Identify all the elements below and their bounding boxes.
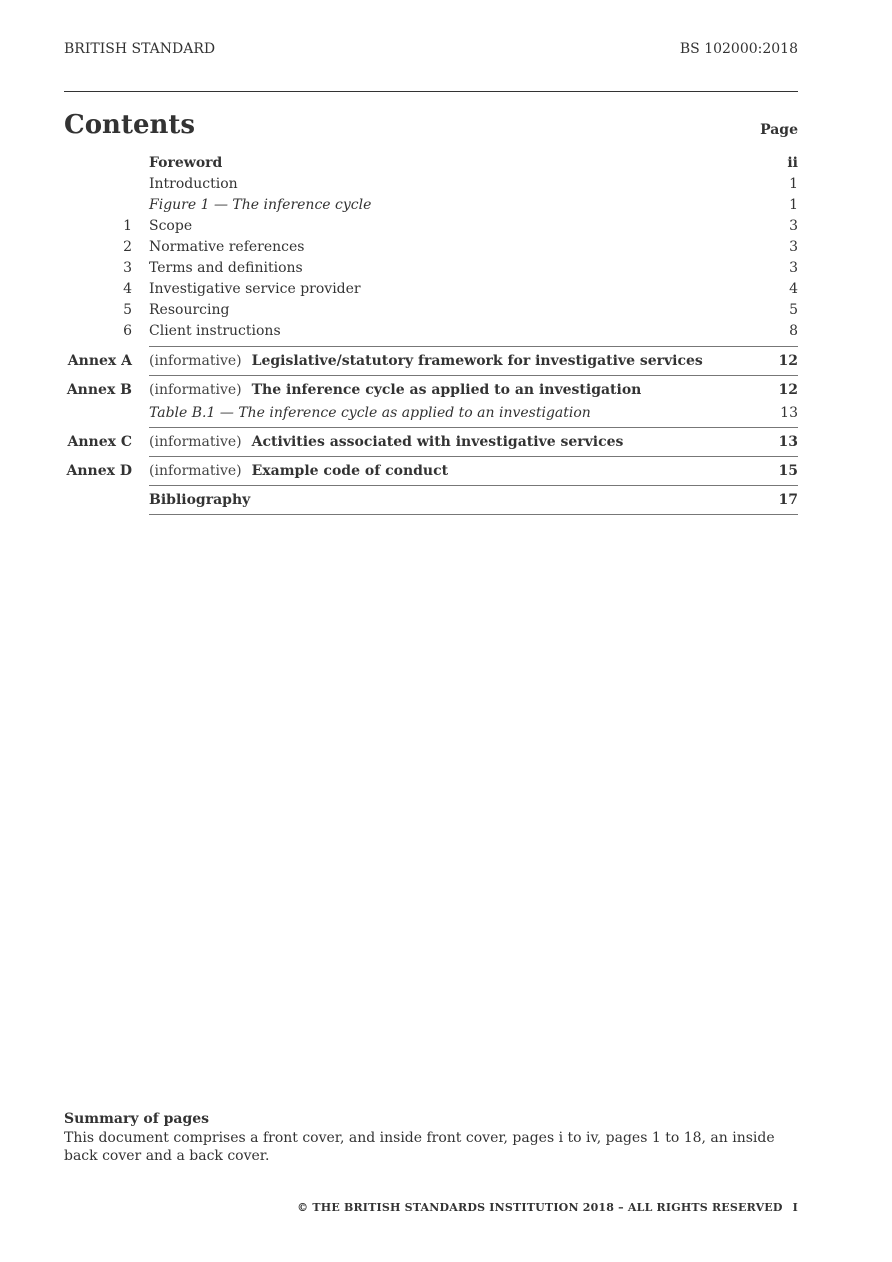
toc-entry-page: ii bbox=[787, 155, 798, 171]
toc-entry-number: 6 bbox=[123, 323, 132, 339]
annex-title: Legislative/statutory framework for investigative services bbox=[251, 353, 703, 369]
annex-label: Annex A bbox=[67, 353, 132, 369]
toc-entry-figure-1[interactable] bbox=[64, 195, 798, 216]
toc-entry-title: Bibliography bbox=[149, 492, 251, 508]
toc-entry-title: Table B.1 — The inference cycle as applied to an investigation bbox=[149, 405, 591, 421]
toc-entry-investigative-service-provider[interactable] bbox=[64, 279, 798, 300]
toc-entry-page: 3 bbox=[789, 218, 798, 234]
toc-entry-page: 3 bbox=[789, 260, 798, 276]
summary-title: Summary of pages bbox=[64, 1111, 210, 1127]
page-column-label: Page bbox=[760, 122, 798, 138]
page-footer bbox=[297, 1201, 798, 1214]
table-of-contents bbox=[64, 153, 798, 515]
annex-type: (informative) bbox=[149, 463, 242, 479]
toc-entry-title: Investigative service provider bbox=[149, 281, 361, 297]
toc-entry-introduction[interactable] bbox=[64, 174, 798, 195]
annex-label: Annex D bbox=[66, 463, 132, 479]
toc-entry-resourcing[interactable] bbox=[64, 300, 798, 321]
toc-entry-title: Client instructions bbox=[149, 323, 281, 339]
toc-entry-number: 2 bbox=[123, 239, 132, 255]
toc-entry-table-b1[interactable] bbox=[64, 404, 798, 422]
annex-type: (informative) bbox=[149, 434, 242, 450]
toc-entry-foreword[interactable] bbox=[64, 153, 798, 174]
toc-entry-page: 1 bbox=[789, 176, 798, 192]
running-header-right: BS 102000:2018 bbox=[679, 41, 798, 57]
toc-entry-bibliography[interactable] bbox=[64, 486, 798, 514]
annex-title: Activities associated with investigative services bbox=[251, 434, 624, 450]
annex-type: (informative) bbox=[149, 382, 242, 398]
toc-entry-annex-d[interactable] bbox=[64, 457, 798, 485]
toc-entry-title: Figure 1 — The inference cycle bbox=[149, 197, 372, 213]
toc-entry-annex-b[interactable] bbox=[64, 376, 798, 404]
toc-entry-number: 5 bbox=[123, 302, 132, 318]
page-number: I bbox=[792, 1201, 798, 1214]
toc-entry-page: 12 bbox=[778, 382, 798, 398]
toc-entry-page: 3 bbox=[789, 239, 798, 255]
toc-entry-client-instructions[interactable] bbox=[64, 321, 798, 342]
toc-entry-number: 1 bbox=[123, 218, 132, 234]
toc-entry-title: Terms and definitions bbox=[149, 260, 303, 276]
running-header-left: BRITISH STANDARD bbox=[64, 41, 216, 57]
toc-entry-page: 13 bbox=[778, 434, 798, 450]
toc-entry-title: Normative references bbox=[149, 239, 305, 255]
toc-entry-page: 4 bbox=[789, 281, 798, 297]
toc-entry-page: 5 bbox=[789, 302, 798, 318]
toc-entry-normative-references[interactable] bbox=[64, 237, 798, 258]
annex-type: (informative) bbox=[149, 353, 242, 369]
copyright-notice: © THE BRITISH STANDARDS INSTITUTION 2018 – ALL RIGHTS RESERVED bbox=[297, 1201, 783, 1214]
toc-entry-title: Foreword bbox=[149, 155, 223, 171]
toc-entry-page: 8 bbox=[789, 323, 798, 339]
toc-entry-page: 17 bbox=[778, 492, 798, 508]
annex-title: The inference cycle as applied to an investigation bbox=[251, 382, 642, 398]
summary-text: This document comprises a front cover, and inside front cover, pages i to iv, pages 1 to 18, an inside back cover and a back cover. bbox=[64, 1130, 775, 1164]
toc-entry-number: 4 bbox=[123, 281, 132, 297]
toc-entry-scope[interactable] bbox=[64, 216, 798, 237]
toc-entry-annex-c[interactable] bbox=[64, 428, 798, 456]
toc-entry-page: 1 bbox=[789, 197, 798, 213]
toc-entry-page: 15 bbox=[778, 463, 798, 479]
toc-divider bbox=[149, 514, 798, 515]
toc-entry-page: 12 bbox=[778, 353, 798, 369]
annex-title: Example code of conduct bbox=[251, 463, 449, 479]
toc-entry-terms-and-definitions[interactable] bbox=[64, 258, 798, 279]
toc-entry-number: 3 bbox=[123, 260, 132, 276]
annex-label: Annex B bbox=[66, 382, 132, 398]
toc-entry-annex-a[interactable] bbox=[64, 347, 798, 375]
contents-title: Contents bbox=[64, 110, 196, 140]
header-rule bbox=[64, 91, 798, 92]
toc-entry-title: Scope bbox=[149, 218, 193, 234]
annex-label: Annex C bbox=[67, 434, 132, 450]
toc-entry-page: 13 bbox=[780, 405, 798, 421]
toc-entry-title: Resourcing bbox=[149, 302, 230, 318]
toc-entry-title: Introduction bbox=[149, 176, 238, 192]
